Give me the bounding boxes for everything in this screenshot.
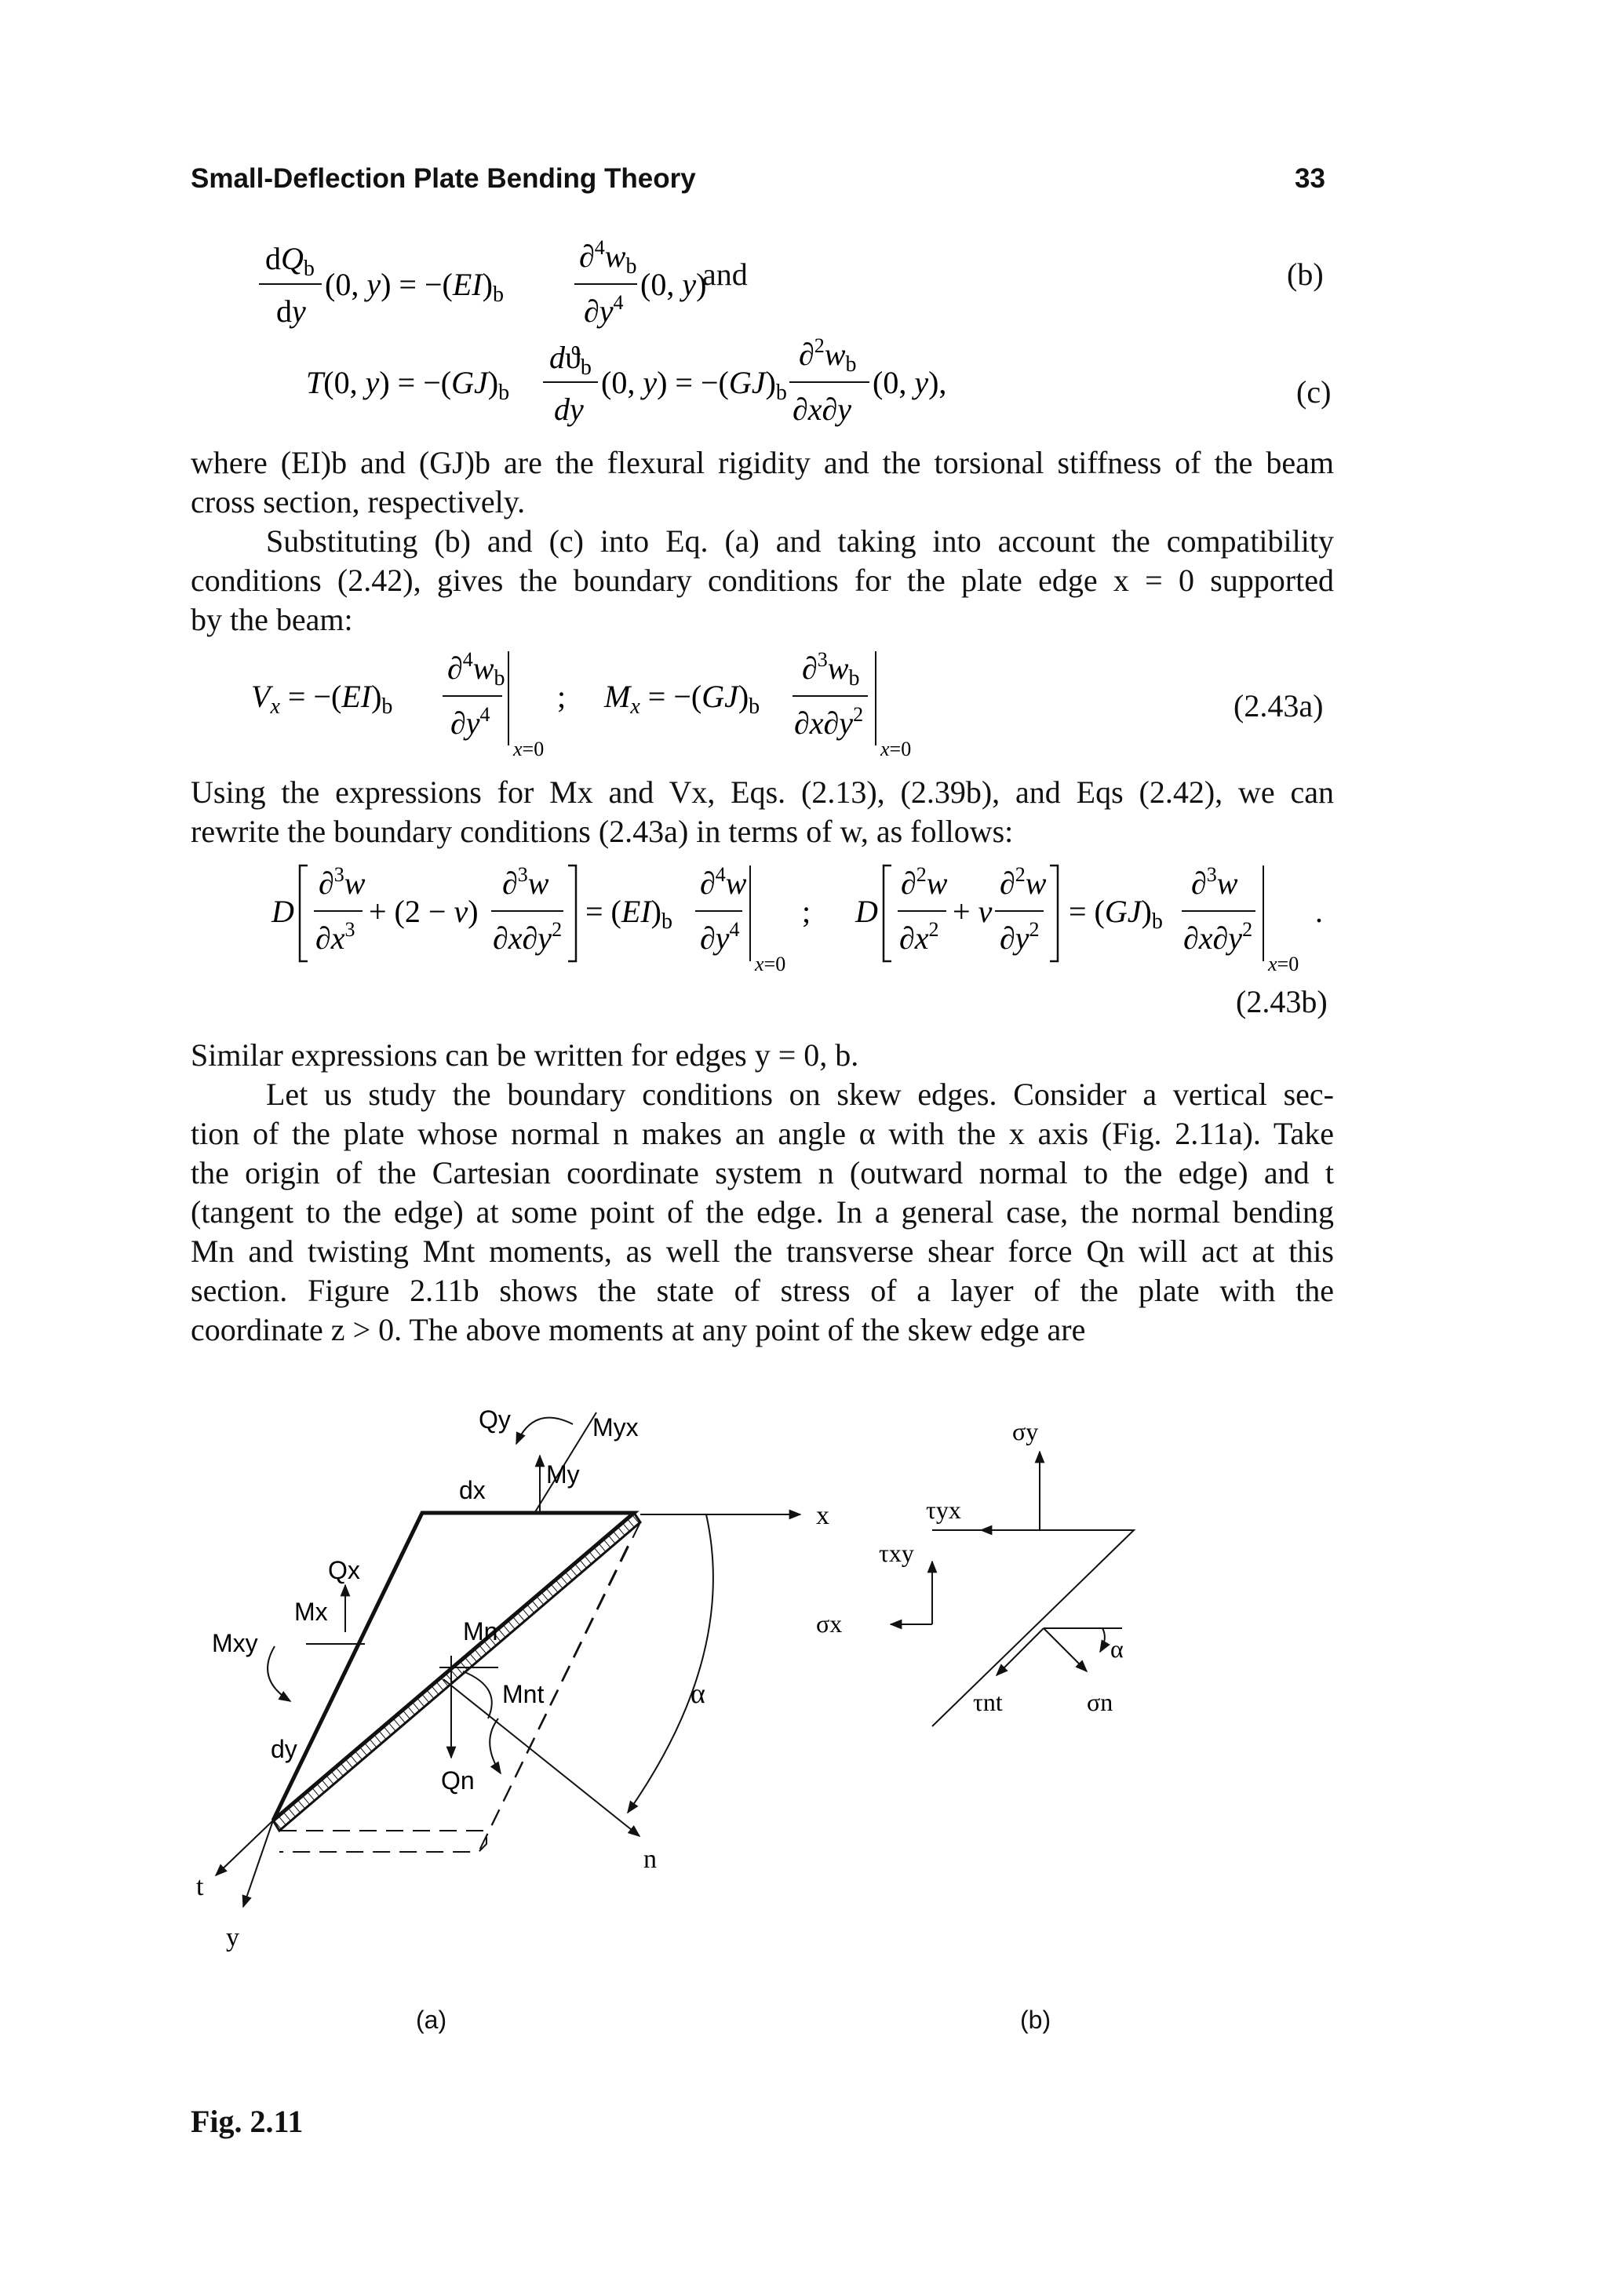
label-tau-nt: τnt	[973, 1688, 1003, 1716]
label-alpha-b: α	[1110, 1635, 1124, 1663]
svg-text:;: ;	[557, 679, 567, 714]
label-Mnt: Mnt	[502, 1680, 545, 1708]
svg-text:∂2w: ∂$^2$w	[901, 863, 948, 901]
svg-text:∂x∂y2: $\partial x\partial y^2$	[493, 918, 563, 956]
svg-text:x=0: x=0	[880, 738, 912, 760]
svg-text:D: D	[271, 894, 294, 929]
label-sigma-y: σy	[1012, 1417, 1039, 1445]
svg-text:= (EI)b: = $(EI)_b$	[585, 894, 672, 934]
svg-text:∂3wb: $\partial^3w_b$	[802, 648, 860, 691]
svg-text:∂y4: $\partial y^4$	[584, 291, 624, 329]
label-alpha-a: α	[691, 1678, 705, 1709]
svg-text:dy: dy	[276, 293, 306, 329]
paragraph-2-line-3: by the beam:	[191, 602, 353, 637]
svg-text:(0, y),: (0, y),	[873, 365, 947, 400]
svg-text:+ ν: + ν	[953, 894, 993, 929]
paragraph-5-line-2: tion of the plate whose normal n makes an angle α with the x axis (Fig. 2.11a). Take	[191, 1116, 1334, 1151]
svg-text:(0, y) = −(EI)b: (0, $y) = -(EI)_b$	[325, 267, 504, 307]
svg-text:∂x2: $\partial x^2$	[899, 918, 939, 956]
svg-text:∂y2: $\partial y^2$	[1000, 918, 1040, 956]
alpha-arc	[628, 1514, 713, 1813]
svg-text:Mx = −(GJ)b: $M_x = -(GJ)_b$	[604, 679, 760, 719]
svg-text:dϑb: $dϑ_b$	[549, 340, 592, 380]
svg-text:∂3w: ∂$^3$w	[502, 863, 549, 901]
equation-2-43a	[243, 647, 1028, 765]
paragraph-5-line-1: Let us study the boundary conditions on skew edges. Consider a vertical sec-	[266, 1077, 1334, 1112]
label-Myx: Myx	[592, 1413, 639, 1441]
svg-text:x=0: x=0	[1268, 953, 1299, 975]
paragraph-4: Similar expressions can be written for edges y = 0, b.	[191, 1037, 859, 1073]
equation-2-43a-tag: (2.43a)	[1233, 688, 1324, 723]
svg-text:∂x∂y2: $\partial x\partial y^2$	[1183, 918, 1253, 956]
svg-text:∂x3: $\partial x^3$	[315, 918, 355, 956]
svg-text:+ (2 − ν): + (2 − ν)	[369, 894, 479, 929]
figure-caption: Fig. 2.11	[191, 2104, 304, 2139]
svg-text:∂2wb: $\partial^2w_b$	[799, 334, 857, 377]
svg-text:∂4wb: $\partial^4w_b$	[579, 236, 637, 279]
paragraph-3-line-2: rewrite the boundary conditions (2.43a) in terms of w, as follows:	[191, 814, 1014, 849]
label-tau-xy: τxy	[879, 1539, 914, 1567]
figure-sublabel-b: (b)	[1020, 2006, 1051, 2034]
label-tau-yx: τyx	[926, 1496, 961, 1524]
paragraph-3-line-1: Using the expressions for Mx and Vx, Eqs. (2.13), (2.39b), and Eqs (2.42), we can	[191, 774, 1334, 810]
label-Qn: Qn	[441, 1766, 475, 1795]
equation-b	[235, 235, 1020, 337]
svg-text:∂x∂y: ∂x∂y	[793, 392, 852, 427]
svg-text:T(0, y) = −(GJ)b: T(0, $y) = -(GJ)_b$	[306, 365, 510, 405]
label-sigma-n: σn	[1087, 1688, 1113, 1716]
svg-text:D: D	[855, 894, 878, 929]
svg-text:= (GJ)b: = $(GJ)_b$	[1069, 894, 1163, 934]
label-y: y	[226, 1923, 239, 1952]
label-dy: dy	[271, 1735, 297, 1763]
svg-text:(0, y): (0, y)	[640, 267, 707, 302]
label-Qy: Qy	[479, 1405, 511, 1434]
svg-text:;: ;	[802, 894, 811, 929]
figure-sublabel-a: (a)	[416, 2006, 447, 2034]
t-axis-arrow	[216, 1820, 273, 1875]
svg-text:Vx = −(EI)b: $V_x = -(EI)_b$	[251, 679, 393, 719]
label-n: n	[643, 1845, 657, 1874]
equation-b-and: and	[702, 257, 748, 292]
figure-2-11a-diagram	[188, 1397, 895, 1993]
label-Qx: Qx	[328, 1556, 360, 1584]
label-Mxy: Mxy	[212, 1629, 258, 1657]
figure-2-11b-diagram	[816, 1405, 1193, 1750]
paragraph-2-line-2: conditions (2.42), gives the boundary conditions for the plate edge x = 0 supported	[191, 563, 1334, 598]
label-Mn: Mn	[463, 1617, 498, 1645]
label-dx: dx	[459, 1476, 486, 1504]
paragraph-5-line-6: section. Figure 2.11b shows the state of stress of a layer of the plate with the	[191, 1273, 1334, 1308]
y-axis-arrow	[243, 1820, 273, 1907]
svg-text:dy: dy	[554, 392, 584, 427]
running-header-title: Small-Deflection Plate Bending Theory	[191, 163, 696, 194]
equation-2-43b-tag: (2.43b)	[1236, 984, 1328, 1019]
svg-text:∂2w: ∂$^2$w	[1000, 863, 1047, 901]
svg-text:∂4wb: $\partial^4w_b$	[447, 648, 505, 691]
label-x: x	[816, 1501, 829, 1530]
page-number: 33	[1295, 163, 1325, 194]
equation-b-tag: (b)	[1287, 257, 1324, 292]
svg-text:∂3w: ∂$^3$w	[319, 863, 366, 901]
paragraph-5-line-4: (tangent to the edge) at some point of the edge. In a general case, the normal bending	[191, 1194, 1334, 1230]
equation-c	[290, 333, 1075, 436]
paragraph-2-line-1: Substituting (b) and (c) into Eq. (a) and taking into account the compatibility	[266, 523, 1334, 559]
label-t: t	[196, 1872, 204, 1901]
svg-text:x=0: x=0	[513, 738, 545, 760]
svg-text:x=0: x=0	[755, 953, 786, 975]
paragraph-1-line-1: where (EI)b and (GJ)b are the flexural rigidity and the torsional stiffness of the beam	[191, 445, 1334, 480]
paragraph-5-line-3: the origin of the Cartesian coordinate system n (outward normal to the edge) and t	[191, 1155, 1334, 1190]
svg-text:∂y4: $\partial y^4$	[450, 703, 490, 741]
paragraph-1-line-2: cross section, respectively.	[191, 484, 526, 519]
svg-text:(0, y) = −(GJ)b: (0, $y) = -(GJ)_b$	[601, 365, 787, 405]
svg-text:.: .	[1315, 894, 1323, 929]
paragraph-5-line-5: Mn and twisting Mnt moments, as well the transverse shear force Qn will act at this	[191, 1234, 1334, 1269]
label-sigma-x: σx	[816, 1609, 843, 1638]
equation-2-43b	[259, 859, 1342, 985]
svg-text:∂3w: ∂$^3$w	[1191, 863, 1238, 901]
svg-text:∂y4: $\partial y^4$	[700, 918, 740, 956]
label-My: My	[546, 1460, 580, 1489]
label-Mx: Mx	[294, 1598, 328, 1626]
paragraph-5-line-7: coordinate z > 0. The above moments at any point of the skew edge are	[191, 1312, 1086, 1347]
svg-text:∂x∂y2: $\partial x\partial y^2$	[794, 703, 864, 741]
svg-text:dQb: $dQ_b$	[265, 241, 315, 281]
equation-c-tag: (c)	[1296, 374, 1332, 410]
svg-text:∂4w: ∂$^4$w	[700, 863, 747, 901]
